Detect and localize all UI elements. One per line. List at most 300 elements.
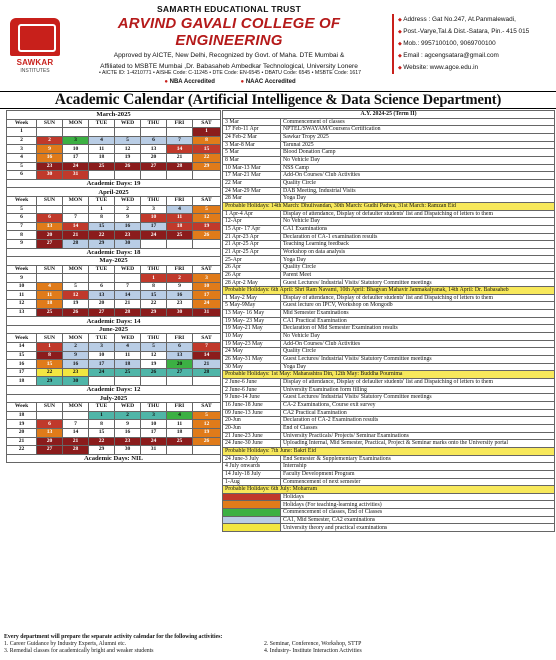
event-date: 21 June-23 June [223, 432, 281, 440]
week-header-cell: WED [115, 403, 141, 412]
week-header-cell: Week [7, 196, 37, 205]
day-cell: 23 [37, 162, 63, 171]
event-description: CA-2 Examinations, Course exit survey [281, 401, 555, 409]
day-cell [37, 205, 63, 214]
day-cell: 25 [115, 368, 141, 377]
day-cell [63, 411, 89, 420]
week-header-cell: TUE [89, 265, 115, 274]
month-title-row [7, 188, 221, 197]
legend-row [223, 516, 555, 524]
day-cell: 17 [141, 428, 167, 437]
events-panel [222, 110, 554, 532]
day-cell: 10 [141, 420, 167, 429]
event-row [223, 141, 555, 149]
day-cell: 23 [115, 231, 141, 240]
week-header-cell: TUE [89, 334, 115, 343]
event-description: Parent Meet [281, 271, 555, 279]
day-cell: 10 [193, 282, 221, 291]
week-number: 13 [7, 308, 37, 317]
day-cell: 6 [89, 282, 115, 291]
day-cell: 22 [89, 231, 115, 240]
day-cell: 29 [89, 446, 115, 455]
event-description: CA2 Practical Examination [281, 409, 555, 417]
week-header-cell: SAT [193, 119, 221, 128]
event-date: 21 Apr-23 Apr [223, 233, 281, 241]
day-cell: 3 [141, 411, 167, 420]
month-title-row [7, 111, 221, 120]
day-cell: 4 [37, 282, 63, 291]
event-row [223, 386, 555, 394]
contact-block [392, 14, 556, 74]
logo-badge-icon [10, 18, 60, 56]
day-cell: 22 [37, 368, 63, 377]
day-cell [115, 274, 141, 283]
event-row [223, 279, 555, 287]
week-number: 11 [7, 291, 37, 300]
event-description: Blood Donation Camp [281, 149, 555, 157]
event-row [223, 118, 555, 126]
event-date: 28 Apr-2 May [223, 279, 281, 287]
holiday-row [223, 447, 555, 455]
event-description: Display of attendance, Display of defaulter students' list and Dispatching of letters to them [281, 294, 555, 302]
event-date: 24 June-30 June [223, 440, 281, 448]
day-cell: 9 [115, 420, 141, 429]
day-cell: 4 [167, 205, 193, 214]
week-header-cell: THU [141, 265, 167, 274]
week-row [7, 300, 221, 309]
day-cell [63, 128, 89, 137]
day-cell: 19 [193, 428, 221, 437]
event-row [223, 126, 555, 134]
week-row [7, 136, 221, 145]
month-name: March-2025 [7, 111, 221, 120]
day-cell: 1 [37, 343, 63, 352]
event-date: 19 May-23 May [223, 340, 281, 348]
event-date: 14 July-18 July [223, 470, 281, 478]
event-date: 3 Mar [223, 118, 281, 126]
month-title-row [7, 394, 221, 403]
event-description: Guest Lectures/ Industrial Visits/ Statutory Committee meetings [281, 279, 555, 287]
day-cell: 25 [89, 162, 115, 171]
day-cell: 27 [167, 368, 193, 377]
day-cell: 8 [89, 420, 115, 429]
week-header-row [7, 119, 221, 128]
event-row [223, 210, 555, 218]
day-cell [193, 446, 221, 455]
week-number: 5 [7, 205, 37, 214]
day-cell [141, 128, 167, 137]
event-description: Yoga Day [281, 256, 555, 264]
week-header-cell: WED [115, 334, 141, 343]
contact-email: ◆ Email : agcengsatara@gmail.com [398, 50, 556, 62]
event-description: Quality Circle [281, 348, 555, 356]
day-cell: 23 [115, 437, 141, 446]
day-cell: 2 [167, 274, 193, 283]
header-text [70, 4, 388, 71]
week-header-cell: SUN [37, 403, 63, 412]
day-cell: 7 [193, 343, 221, 352]
day-cell: 27 [37, 446, 63, 455]
footer-item-1: 1. Career Guidance by Industry Experts, Alumni etc. [4, 641, 127, 647]
week-row [7, 153, 221, 162]
week-header-cell: FRI [167, 196, 193, 205]
week-number: 2 [7, 136, 37, 145]
event-date: 25-Apr [223, 256, 281, 264]
event-row [223, 432, 555, 440]
holiday-text: Probable Holidays: 14th March: Dhulivandan, 30th March: Gudhi Padwa, 31st March: Ramzan Eid [223, 202, 555, 210]
week-number: 20 [7, 428, 37, 437]
event-description: Tarunai 2025 [281, 141, 555, 149]
event-description: NPTEL/SWAYAM/Coursera Certification [281, 126, 555, 134]
event-row [223, 256, 555, 264]
day-cell: 6 [37, 420, 63, 429]
legend-row [223, 493, 555, 501]
day-cell: 20 [37, 437, 63, 446]
event-description: Commencement of classes [281, 118, 555, 126]
holiday-text: Probable Holidays: 1st May: Maharashtra Din, 12th May: Buddha Pournima [223, 371, 555, 379]
event-description: Quality Circle [281, 264, 555, 272]
event-row [223, 195, 555, 203]
day-cell: 5 [193, 205, 221, 214]
week-header-cell: SAT [193, 265, 221, 274]
week-row [7, 282, 221, 291]
week-number: 3 [7, 145, 37, 154]
event-row [223, 133, 555, 141]
college-name: ARVIND GAVALI COLLEGE OF ENGINEERING [117, 15, 341, 49]
day-cell [63, 205, 89, 214]
event-row [223, 394, 555, 402]
event-row [223, 164, 555, 172]
week-number: 12 [7, 300, 37, 309]
event-date: 17 Feb-11 Apr [223, 126, 281, 134]
day-cell: 28 [193, 368, 221, 377]
week-row [7, 308, 221, 317]
logo-text: SAWKAR [16, 58, 54, 67]
event-row [223, 409, 555, 417]
event-date: 8 Mar [223, 156, 281, 164]
week-row [7, 411, 221, 420]
event-description: Mid Semester Examinations [281, 310, 555, 318]
day-cell: 9 [37, 145, 63, 154]
event-row [223, 348, 555, 356]
event-date: 2 June-6 June [223, 386, 281, 394]
week-row [7, 420, 221, 429]
event-description: Declaration of CA-2 Examination results [281, 417, 555, 425]
event-date: 26 May-31 May [223, 356, 281, 364]
legend-label: Holidays [281, 493, 555, 501]
week-header-cell: FRI [167, 403, 193, 412]
logo-subtext: INSTITUTES [20, 68, 50, 74]
day-cell: 8 [37, 351, 63, 360]
day-cell: 7 [167, 136, 193, 145]
day-cell: 14 [167, 145, 193, 154]
event-row [223, 172, 555, 180]
week-row [7, 351, 221, 360]
week-header-cell: WED [115, 119, 141, 128]
event-description: DAB Meeting, Industrial Visits [281, 187, 555, 195]
day-cell: 9 [63, 351, 89, 360]
event-row [223, 225, 555, 233]
day-cell: 8 [193, 136, 221, 145]
event-date: 22 Mar [223, 179, 281, 187]
day-cell: 14 [63, 222, 89, 231]
header [0, 0, 556, 90]
event-row [223, 424, 555, 432]
week-header-cell: MON [63, 119, 89, 128]
event-description: Guest lecture on IPCV, Workshop on Mongodb [281, 302, 555, 310]
day-cell: 26 [63, 308, 89, 317]
day-cell: 13 [167, 351, 193, 360]
day-cell: 19 [63, 300, 89, 309]
event-date: 4 July onwards [223, 463, 281, 471]
week-row [7, 360, 221, 369]
day-cell: 30 [63, 377, 89, 386]
week-number: 6 [7, 214, 37, 223]
academic-days-row [7, 317, 221, 326]
academic-days: Academic Days: NIL [7, 454, 221, 463]
holiday-text: Probable Holidays: 6th July: Moharram [223, 486, 555, 494]
day-cell [115, 377, 141, 386]
event-row [223, 463, 555, 471]
day-cell: 12 [141, 351, 167, 360]
day-cell: 3 [193, 274, 221, 283]
week-row [7, 343, 221, 352]
day-cell: 11 [89, 145, 115, 154]
week-row [7, 274, 221, 283]
day-cell: 11 [37, 291, 63, 300]
event-row [223, 378, 555, 386]
day-cell: 16 [115, 222, 141, 231]
day-cell: 20 [89, 300, 115, 309]
holiday-row [223, 371, 555, 379]
event-row [223, 340, 555, 348]
week-number: 1 [7, 128, 37, 137]
week-row [7, 222, 221, 231]
event-date: 10 May [223, 333, 281, 341]
day-cell: 18 [89, 153, 115, 162]
legend-label: CA1, Mid Semester, CA2 examinations [281, 516, 555, 524]
week-header-cell: FRI [167, 265, 193, 274]
week-row [7, 428, 221, 437]
event-description: Workshop on data analysis [281, 248, 555, 256]
event-row [223, 356, 555, 364]
day-cell: 3 [63, 136, 89, 145]
day-cell: 1 [193, 128, 221, 137]
week-header-cell: MON [63, 265, 89, 274]
day-cell: 13 [89, 291, 115, 300]
legend-label: University theory and practical examinations [281, 524, 555, 532]
day-cell: 9 [167, 282, 193, 291]
day-cell: 15 [89, 428, 115, 437]
day-cell [141, 171, 167, 180]
event-date: 5 Mar [223, 149, 281, 157]
day-cell: 4 [115, 343, 141, 352]
event-description: Declaration of Mid Semester Examination results [281, 325, 555, 333]
week-number: 4 [7, 153, 37, 162]
event-description: Teaching Learning feedback [281, 241, 555, 249]
day-cell [167, 171, 193, 180]
week-header-cell: WED [115, 265, 141, 274]
day-cell: 10 [89, 351, 115, 360]
month-name: July-2025 [7, 394, 221, 403]
day-cell: 14 [193, 351, 221, 360]
nba-badge: ● NBA Accredited [164, 79, 215, 85]
day-cell [37, 274, 63, 283]
day-cell: 15 [37, 360, 63, 369]
event-description: Yoga Day [281, 195, 555, 203]
day-cell: 17 [193, 291, 221, 300]
day-cell: 15 [193, 145, 221, 154]
day-cell: 10 [63, 145, 89, 154]
day-cell: 29 [141, 308, 167, 317]
event-row [223, 310, 555, 318]
day-cell: 5 [115, 136, 141, 145]
day-cell: 25 [167, 437, 193, 446]
event-date: 3 Mar-8 Mar [223, 141, 281, 149]
day-cell: 12 [193, 214, 221, 223]
day-cell: 16 [115, 428, 141, 437]
week-header-cell: SUN [37, 196, 63, 205]
day-cell [167, 239, 193, 248]
event-date: 5 May-9May [223, 302, 281, 310]
event-row [223, 401, 555, 409]
week-row [7, 128, 221, 137]
day-cell: 31 [141, 446, 167, 455]
day-cell: 30 [167, 308, 193, 317]
event-description: Display of attendance, Display of defaulter students' list and Dispatching of letters to them [281, 378, 555, 386]
day-cell: 21 [193, 360, 221, 369]
event-row [223, 187, 555, 195]
event-row [223, 302, 555, 310]
day-cell: 4 [167, 411, 193, 420]
day-cell: 18 [167, 428, 193, 437]
footer-title: Every department will prepare the separate activity calendar for the following activities: [4, 634, 223, 640]
day-cell: 13 [37, 428, 63, 437]
event-description: Declaration of CA-1 examination results [281, 233, 555, 241]
event-description: Uploading Internal, Mid Semester, Practical, Project & Seminar marks onto the University portal [281, 440, 555, 448]
event-row [223, 233, 555, 241]
event-row [223, 333, 555, 341]
day-cell: 15 [89, 222, 115, 231]
day-cell: 28 [63, 239, 89, 248]
week-row [7, 205, 221, 214]
event-date: 10 Mar-13 Mar [223, 164, 281, 172]
day-cell [89, 128, 115, 137]
week-header-cell: Week [7, 403, 37, 412]
academic-days: Academic Days: 19 [7, 179, 221, 188]
day-cell: 23 [63, 368, 89, 377]
day-cell: 12 [193, 420, 221, 429]
day-cell: 12 [63, 291, 89, 300]
day-cell: 23 [167, 300, 193, 309]
day-cell: 1 [141, 274, 167, 283]
event-date: 21 Apr-25 Apr [223, 241, 281, 249]
day-cell: 21 [63, 437, 89, 446]
day-cell: 21 [115, 300, 141, 309]
week-header-cell: WED [115, 196, 141, 205]
event-date: 19 May-21 May [223, 325, 281, 333]
event-row [223, 156, 555, 164]
naac-badge: ● NAAC Accredited [241, 79, 296, 85]
legend-row [223, 509, 555, 517]
event-row [223, 440, 555, 448]
day-cell: 19 [193, 222, 221, 231]
holiday-text: Probable Holidays: 6th April: Shri Ram Navami, 10th April: Bhagvan Mahavir Janmakalyanak, 14th April: Dr. Babasaheb [223, 287, 555, 295]
academic-days: Academic Days: 14 [7, 317, 221, 326]
week-number: 5 [7, 162, 37, 171]
day-cell: 2 [115, 205, 141, 214]
institution-codes: • AICTE ID: 1-4210771 • AISHE Code: C-11245 • DTE Code: EN-6545 • DBATU Code: 6545 • MSBTE Code: 1617 [98, 70, 362, 76]
event-date: 12-Apr [223, 218, 281, 226]
event-date: 30 May [223, 363, 281, 371]
week-row [7, 239, 221, 248]
accreditations [62, 79, 398, 85]
event-description: End of Classes [281, 424, 555, 432]
event-description: Faculty Development Program [281, 470, 555, 478]
day-cell: 27 [37, 239, 63, 248]
holiday-row [223, 202, 555, 210]
event-description: Quality Circle [281, 179, 555, 187]
day-cell: 21 [167, 153, 193, 162]
event-description: Guest Lectures/ Industrial Visits/ Statutory Committee meetings [281, 356, 555, 364]
event-date: 16 June-18 June [223, 401, 281, 409]
day-cell [193, 171, 221, 180]
week-header-cell: MON [63, 196, 89, 205]
day-cell: 20 [37, 231, 63, 240]
day-cell: 5 [63, 282, 89, 291]
event-description: No Vehicle Day [281, 333, 555, 341]
day-cell: 5 [141, 343, 167, 352]
event-date: 20-Jun [223, 417, 281, 425]
event-row [223, 218, 555, 226]
day-cell: 26 [115, 162, 141, 171]
day-cell: 29 [193, 162, 221, 171]
week-number: 19 [7, 420, 37, 429]
week-number: 7 [7, 222, 37, 231]
day-cell: 29 [37, 377, 63, 386]
event-description: End Semester & Supplementary Examinations [281, 455, 555, 463]
week-header-cell: SUN [37, 334, 63, 343]
week-header-cell: SAT [193, 403, 221, 412]
event-row [223, 248, 555, 256]
week-header-cell: THU [141, 119, 167, 128]
event-description: Sawkar Tropy 2025 [281, 133, 555, 141]
event-description: CA1 Practical Examination [281, 317, 555, 325]
day-cell: 18 [167, 222, 193, 231]
academic-days-row [7, 454, 221, 463]
week-header-row [7, 265, 221, 274]
day-cell: 8 [141, 282, 167, 291]
day-cell: 9 [115, 214, 141, 223]
event-row [223, 325, 555, 333]
academic-days: Academic Days: 18 [7, 248, 221, 257]
event-description: Guest Lectures/ Industrial Visits/ Statutory Committee meetings [281, 394, 555, 402]
day-cell: 18 [115, 360, 141, 369]
month-name: May-2025 [7, 257, 221, 266]
month-title-row [7, 325, 221, 334]
day-cell: 30 [37, 171, 63, 180]
week-number: 21 [7, 437, 37, 446]
event-description: Add-On Courses/ Club Activities [281, 172, 555, 180]
legend-label: Commencement of classes, End of Classes [281, 509, 555, 517]
calendar-table [6, 110, 221, 463]
day-cell: 2 [63, 343, 89, 352]
contact-website: ◆ Website: www.agce.edu.in [398, 62, 556, 74]
day-cell: 7 [63, 214, 89, 223]
event-description: Commencement of next semester [281, 478, 555, 486]
event-date: 26 Apr [223, 271, 281, 279]
day-cell: 1 [89, 205, 115, 214]
